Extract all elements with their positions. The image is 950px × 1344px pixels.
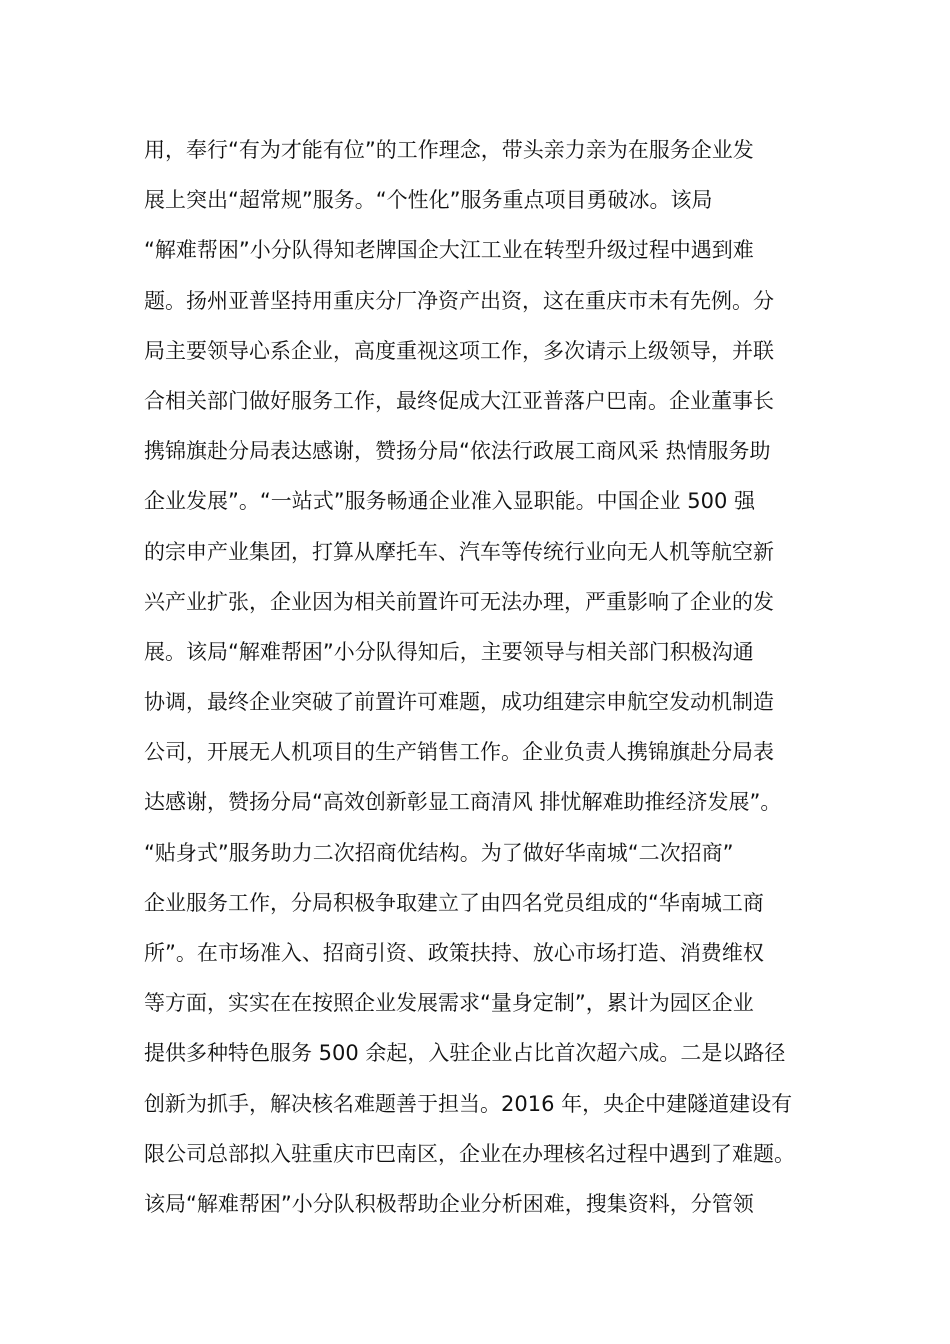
body-text xyxy=(144,129,824,1233)
text-line: 企业服务工作，分局积极争取建立了由四名党员组成的“华南城工商 xyxy=(144,890,764,915)
text-line: 题。扬州亚普坚持用重庆分厂净资产出资，这在重庆市未有先例。分 xyxy=(144,288,774,313)
text-line: 提供多种特色服务 500 余起，入驻企业占比首次超六成。二是以路径 xyxy=(144,1041,786,1066)
text-line: 兴产业扩张，企业因为相关前置许可无法办理，严重影响了企业的发 xyxy=(144,589,774,614)
text-line: 携锦旗赴分局表达感谢，赞扬分局“依法行政展工商风采 热情服务助 xyxy=(144,439,771,464)
text-line: 展。该局“解难帮困”小分队得知后，主要领导与相关部门积极沟通 xyxy=(144,639,754,664)
text-line: 展上突出“超常规”服务。“个性化”服务重点项目勇破冰。该局 xyxy=(144,188,713,213)
text-line: “解难帮困”小分队得知老牌国企大江工业在转型升级过程中遇到难 xyxy=(144,238,754,263)
text-line: 局主要领导心系企业，高度重视这项工作，多次请示上级领导，并联 xyxy=(144,338,774,363)
text-line: 用，奉行“有为才能有位”的工作理念，带头亲力亲为在服务企业发 xyxy=(144,138,754,162)
text-line: 达感谢，赞扬分局“高效创新彰显工商清风 排忧解难助推经济发展”。 xyxy=(144,790,782,815)
text-line: 公司，开展无人机项目的生产销售工作。企业负责人携锦旗赴分局表 xyxy=(144,740,774,765)
text-line: 等方面，实实在在按照企业发展需求“量身定制”，累计为园区企业 xyxy=(144,991,754,1016)
text-line: 企业发展”。“一站式”服务畅通企业准入显职能。中国企业 500 强 xyxy=(144,489,756,514)
text-line: 该局“解难帮困”小分队积极帮助企业分析困难，搜集资料，分管领 xyxy=(144,1191,754,1216)
text-line: 协调，最终企业突破了前置许可难题，成功组建宗申航空发动机制造 xyxy=(144,690,774,715)
text-line: 限公司总部拟入驻重庆市巴南区，企业在办理核名过程中遇到了难题。 xyxy=(144,1141,795,1166)
text-line: 合相关部门做好服务工作，最终促成大江亚普落户巴南。企业董事长 xyxy=(144,388,774,413)
text-line: “贴身式”服务助力二次招商优结构。为了做好华南城“二次招商” xyxy=(144,840,734,865)
text-line: 的宗申产业集团，打算从摩托车、汽车等传统行业向无人机等航空新 xyxy=(144,539,774,564)
text-line: 所”。在市场准入、招商引资、政策扶持、放心市场打造、消费维权 xyxy=(144,941,764,965)
text-line: 创新为抓手，解决核名难题善于担当。2016 年，央企中建隧道建设有 xyxy=(144,1091,793,1116)
